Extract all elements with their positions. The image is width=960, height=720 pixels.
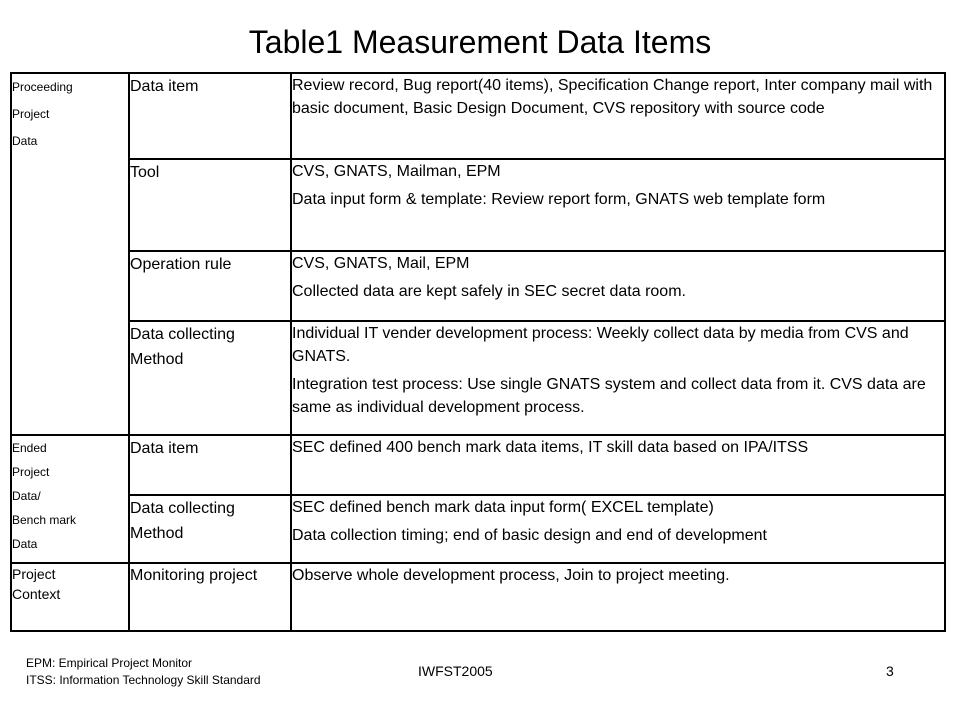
row-text: Collected data are kept safely in SEC secret data room.: [292, 283, 686, 300]
row-label-cell: [129, 435, 291, 495]
row-label-cell: [129, 563, 291, 631]
section-label-line: Project: [12, 107, 50, 121]
footnote-epm: EPM: Empirical Project Monitor: [26, 656, 193, 670]
row-text: SEC defined bench mark data input form( EXCEL template): [292, 499, 714, 516]
section-label-line: Project: [12, 566, 56, 582]
row-text: Individual IT vender development process: Weekly collect data by media from CVS and GNATS.: [292, 325, 909, 365]
row-label-cell: [129, 159, 291, 251]
row-label: Data item: [130, 78, 199, 95]
section-label-line: Data: [12, 537, 38, 551]
section-label-line: Context: [12, 586, 61, 602]
row-label: Data collecting: [130, 326, 235, 343]
row-label: Monitoring project: [130, 567, 258, 584]
section-label-line: Data: [12, 134, 38, 148]
row-text: Data input form & template: Review report form, GNATS web template form: [292, 191, 826, 208]
row-text: CVS, GNATS, Mail, EPM: [292, 255, 470, 272]
table-row: [11, 73, 945, 159]
page-number: 3: [886, 663, 894, 679]
row-label: Data item: [130, 440, 199, 457]
row-text: CVS, GNATS, Mailman, EPM: [292, 163, 501, 180]
section-label-line: Data/: [12, 489, 41, 503]
row-text-cell: [291, 73, 945, 159]
section-label-line: Proceeding: [12, 80, 73, 94]
section-project-context: [11, 563, 129, 631]
row-label: Tool: [130, 164, 160, 181]
row-text-cell: [291, 563, 945, 631]
footnote-itss: ITSS: Information Technology Skill Standard: [26, 673, 261, 687]
table-row: [11, 435, 945, 495]
table-row: [11, 321, 945, 435]
row-text: SEC defined 400 bench mark data items, IT skill data based on IPA/ITSS: [292, 439, 809, 456]
row-label-cell: [129, 73, 291, 159]
table-row: [11, 495, 945, 563]
row-label: Method: [130, 351, 184, 368]
table-row: [11, 251, 945, 321]
row-label: Method: [130, 525, 184, 542]
row-text: Observe whole development process, Join to project meeting.: [292, 567, 730, 584]
measurement-data-table: [10, 72, 946, 632]
row-label-cell: [129, 321, 291, 435]
row-text: Review record, Bug report(40 items), Specification Change report, Inter company mail with basic document, Basic Design Document, CVS repository with source code: [292, 77, 933, 117]
row-text: Integration test process: Use single GNATS system and collect data from it. CVS data are same as individual development process.: [292, 376, 926, 416]
row-label: Data collecting: [130, 500, 235, 517]
section-label-line: Ended: [12, 441, 47, 455]
row-text-cell: [291, 435, 945, 495]
row-label-cell: [129, 251, 291, 321]
row-text-cell: [291, 251, 945, 321]
row-text-cell: [291, 495, 945, 563]
section-label-line: Bench mark: [12, 513, 77, 527]
conference-name: IWFST2005: [418, 663, 493, 679]
row-text-cell: [291, 159, 945, 251]
row-text-cell: [291, 321, 945, 435]
row-label: Operation rule: [130, 256, 232, 273]
table-row: [11, 159, 945, 251]
footnotes: [26, 655, 261, 689]
section-ended-project-data: [11, 435, 129, 563]
row-text: Data collection timing; end of basic design and end of development: [292, 527, 767, 544]
section-label-line: Project: [12, 465, 50, 479]
row-label-cell: [129, 495, 291, 563]
slide-title: Table1 Measurement Data Items: [248, 24, 712, 60]
section-proceeding-project-data: [11, 73, 129, 435]
table-row: [11, 563, 945, 631]
